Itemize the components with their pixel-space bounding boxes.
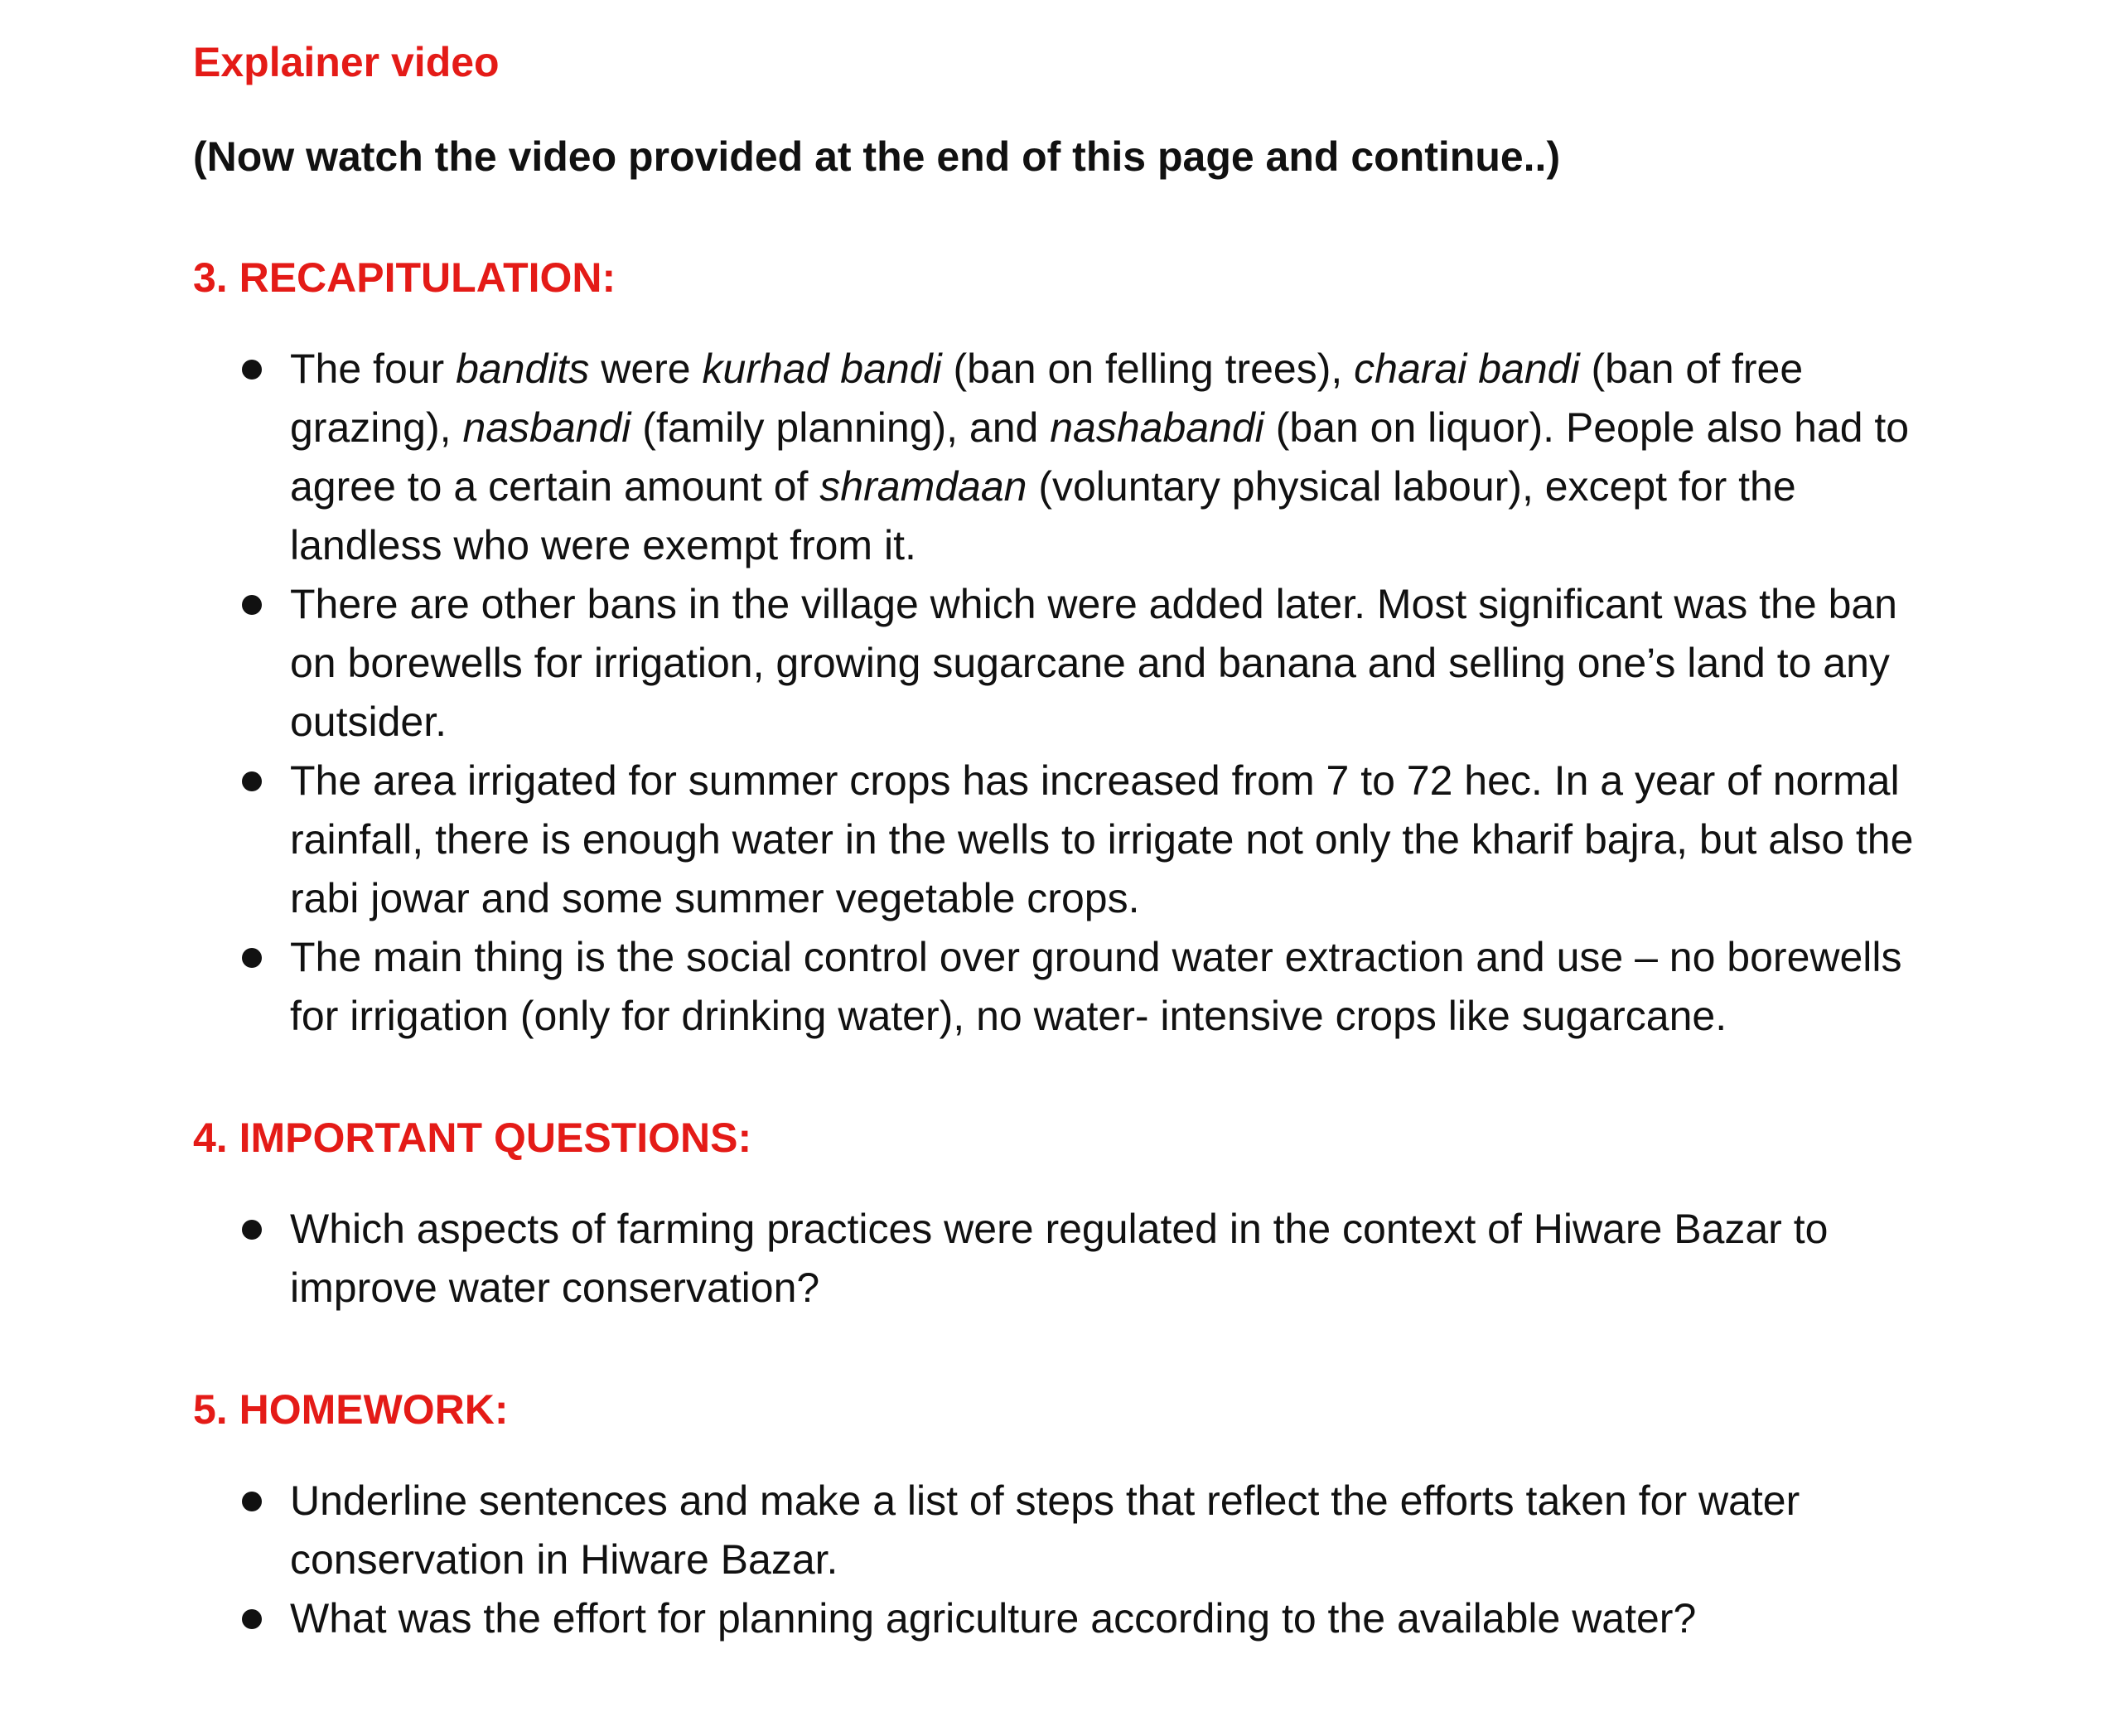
homework-item-text: What was the effort for planning agriculture according to the available water? [290,1595,1697,1642]
explainer-video-title: Explainer video [193,39,500,85]
italic-term: kurhad bandi [702,346,942,392]
recapitulation-section [193,249,1949,1046]
recap-item-1 [290,340,1949,575]
bullet-dot-icon [242,1220,262,1240]
question-item-text: Which aspects of farming practices were regulated in the context of Hiware Bazar to improve water conservation? [290,1206,1829,1311]
recapitulation-list [193,340,1949,1046]
italic-term: shramdaan [819,463,1027,510]
italic-term: bandits [456,346,590,392]
italic-term: nasbandi [462,404,631,451]
bullet-dot-icon [242,360,262,380]
recap-item-2 [290,575,1949,752]
bullet-dot-icon [242,1609,262,1629]
recap-item-text: There are other bans in the village which were added later. Most significant was the ban on borewells for irrigation, growing sugarcane and banana and selling one’s land to any outsider. [290,581,1897,745]
important-questions-heading: 4. IMPORTANT QUESTIONS: [193,1115,752,1161]
watch-video-note: (Now watch the video provided at the end of this page and continue..) [193,133,1561,180]
recap-item-text: The area irrigated for summer crops has increased from 7 to 72 hec. In a year of normal rainfall, there is enough water in the wells to irrigate not only the kharif bajra, but also the rabi jowar and some summer vegetable crops. [290,757,1914,921]
bullet-dot-icon [242,595,262,615]
recap-item-text: The main thing is the social control over ground water extraction and use – no borewells for irrigation (only for drinking water), no water- intensive crops like sugarcane. [290,934,1902,1039]
bullet-dot-icon [242,948,262,968]
important-questions-list [193,1200,1949,1318]
bullet-dot-icon [242,771,262,791]
italic-term: nashabandi [1050,404,1264,451]
recapitulation-heading: 3. RECAPITULATION: [193,254,616,301]
recap-item-text: The four bandits were kurhad bandi (ban on felling trees), charai bandi (ban of free grazing), nasbandi (family planning), and nashabandi (ban on liquor). People also had to agree to a certain amount of shramdaan (voluntary physical labour), except for the landless who were exempt from it. [290,346,1910,568]
homework-list [193,1472,1949,1648]
homework-item-1 [290,1472,1949,1589]
document-page [193,33,1949,1648]
bullet-dot-icon [242,1492,262,1511]
homework-section [193,1381,1949,1648]
italic-term: charai bandi [1354,346,1580,392]
recap-item-4 [290,928,1949,1046]
important-questions-section [193,1109,1949,1318]
question-item [290,1200,1949,1318]
homework-item-text: Underline sentences and make a list of steps that reflect the efforts taken for water conservation in Hiware Bazar. [290,1477,1800,1583]
homework-heading: 5. HOMEWORK: [193,1386,509,1433]
recap-item-3 [290,752,1949,928]
homework-item-2 [290,1589,1949,1648]
